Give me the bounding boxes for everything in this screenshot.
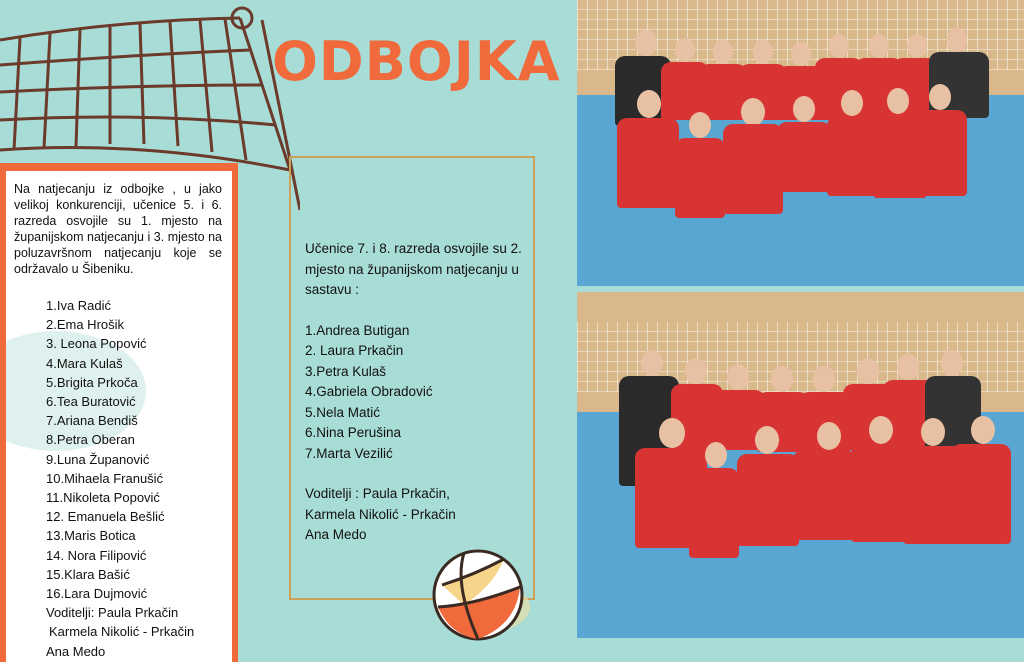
player-head xyxy=(947,28,967,52)
player-head xyxy=(635,30,657,56)
player-head xyxy=(941,350,963,376)
player-head xyxy=(857,358,879,384)
player-head xyxy=(813,366,835,392)
coach-line: Ana Medo xyxy=(305,527,367,542)
list-item: 12. Emanuela Bešlić xyxy=(46,509,165,525)
player-head xyxy=(887,88,909,114)
player-jersey xyxy=(689,468,739,558)
player-head xyxy=(741,98,765,126)
middle-intro-text: Učenice 7. i 8. razreda osvojile su 2. mjesto na županijskom natjecanju u sastavu : xyxy=(305,241,522,297)
player-head xyxy=(829,34,849,58)
player-head xyxy=(841,90,863,116)
left-players-list xyxy=(46,296,194,661)
page-title: ODBOJKA xyxy=(272,30,561,93)
player-jersey xyxy=(617,118,679,208)
player-head xyxy=(637,90,661,118)
player-head xyxy=(869,416,893,444)
player-head xyxy=(921,418,945,446)
list-item: 2. Laura Prkačin xyxy=(305,343,404,358)
list-item: 5.Nela Matić xyxy=(305,404,381,420)
player-head xyxy=(689,112,711,138)
player-head xyxy=(869,34,889,58)
player-head xyxy=(791,42,811,66)
player-jersey xyxy=(777,122,831,192)
coach-line: Karmela Nikolić - Prkačin xyxy=(305,506,456,522)
list-item: 8.Petra Oberan xyxy=(46,432,135,448)
player-head xyxy=(971,416,995,444)
list-item: 7.Ariana Bendiš xyxy=(46,413,138,429)
list-item: 3.Petra Kulaš xyxy=(305,363,387,379)
player-head xyxy=(705,442,727,468)
player-jersey xyxy=(737,454,799,546)
coach-line: Voditelji : Paula Prkačin, xyxy=(305,486,450,501)
player-head xyxy=(675,38,695,62)
player-head xyxy=(907,34,927,58)
player-head xyxy=(641,350,663,376)
player-jersey xyxy=(851,444,911,542)
player-head xyxy=(753,40,773,64)
player-head xyxy=(659,418,685,448)
list-item: 1.Andrea Butigan xyxy=(305,322,410,338)
list-item: 6.Nina Perušina xyxy=(305,425,402,440)
list-item: 14. Nora Filipović xyxy=(46,547,147,563)
list-item: 13.Maris Botica xyxy=(46,528,136,544)
list-item: 4.Gabriela Obradović xyxy=(305,384,433,399)
list-item: 6.Tea Buratović xyxy=(46,394,136,410)
list-item: 15.Klara Bašić xyxy=(46,566,130,582)
list-item: 3. Leona Popović xyxy=(46,336,147,352)
player-head xyxy=(929,84,951,110)
list-item: 10.Mihaela Franušić xyxy=(46,470,164,486)
player-jersey xyxy=(951,444,1011,544)
list-item: 2.Ema Hrošik xyxy=(46,317,125,333)
left-info-panel xyxy=(0,163,238,662)
middle-info-text xyxy=(305,239,525,546)
left-intro-text: Na natjecanju iz odbojke , u jako velikoj konkurenciji, učenice 5. i 6. razreda osvojile su 1. mjesto na županijskom natjecanju i 3. mjesto na poluzavršnom natjecanju koje se održavalo u Šibeniku. xyxy=(14,182,222,276)
player-head xyxy=(713,40,733,64)
player-jersey xyxy=(915,110,967,196)
coach-line: Ana Medo xyxy=(46,643,106,659)
player-jersey xyxy=(793,450,855,540)
coach-line: Karmela Nikolić - Prkačin xyxy=(49,624,195,640)
list-item: 16.Lara Dujmović xyxy=(46,586,148,602)
list-item: 4.Mara Kulaš xyxy=(46,355,123,371)
team-photo-top xyxy=(577,0,1024,286)
list-item: 11.Nikoleta Popović xyxy=(46,490,160,506)
player-head xyxy=(897,354,919,380)
team-photo-bottom xyxy=(577,292,1024,638)
player-jersey xyxy=(675,138,725,218)
list-item: 1.Iva Radić xyxy=(46,298,112,313)
player-head xyxy=(685,358,707,384)
list-item: 9.Luna Županović xyxy=(46,451,150,467)
volleyball-icon xyxy=(424,545,532,645)
list-item: 7.Marta Vezilić xyxy=(305,445,393,461)
player-head xyxy=(817,422,841,450)
player-jersey xyxy=(723,124,783,214)
coach-line: Voditelji: Paula Prkačin xyxy=(46,605,179,621)
player-head xyxy=(727,364,749,390)
left-panel-content xyxy=(6,171,232,662)
player-head xyxy=(793,96,815,122)
player-head xyxy=(755,426,779,454)
player-head xyxy=(771,366,793,392)
list-item: 5.Brigita Prkoča xyxy=(46,374,138,390)
